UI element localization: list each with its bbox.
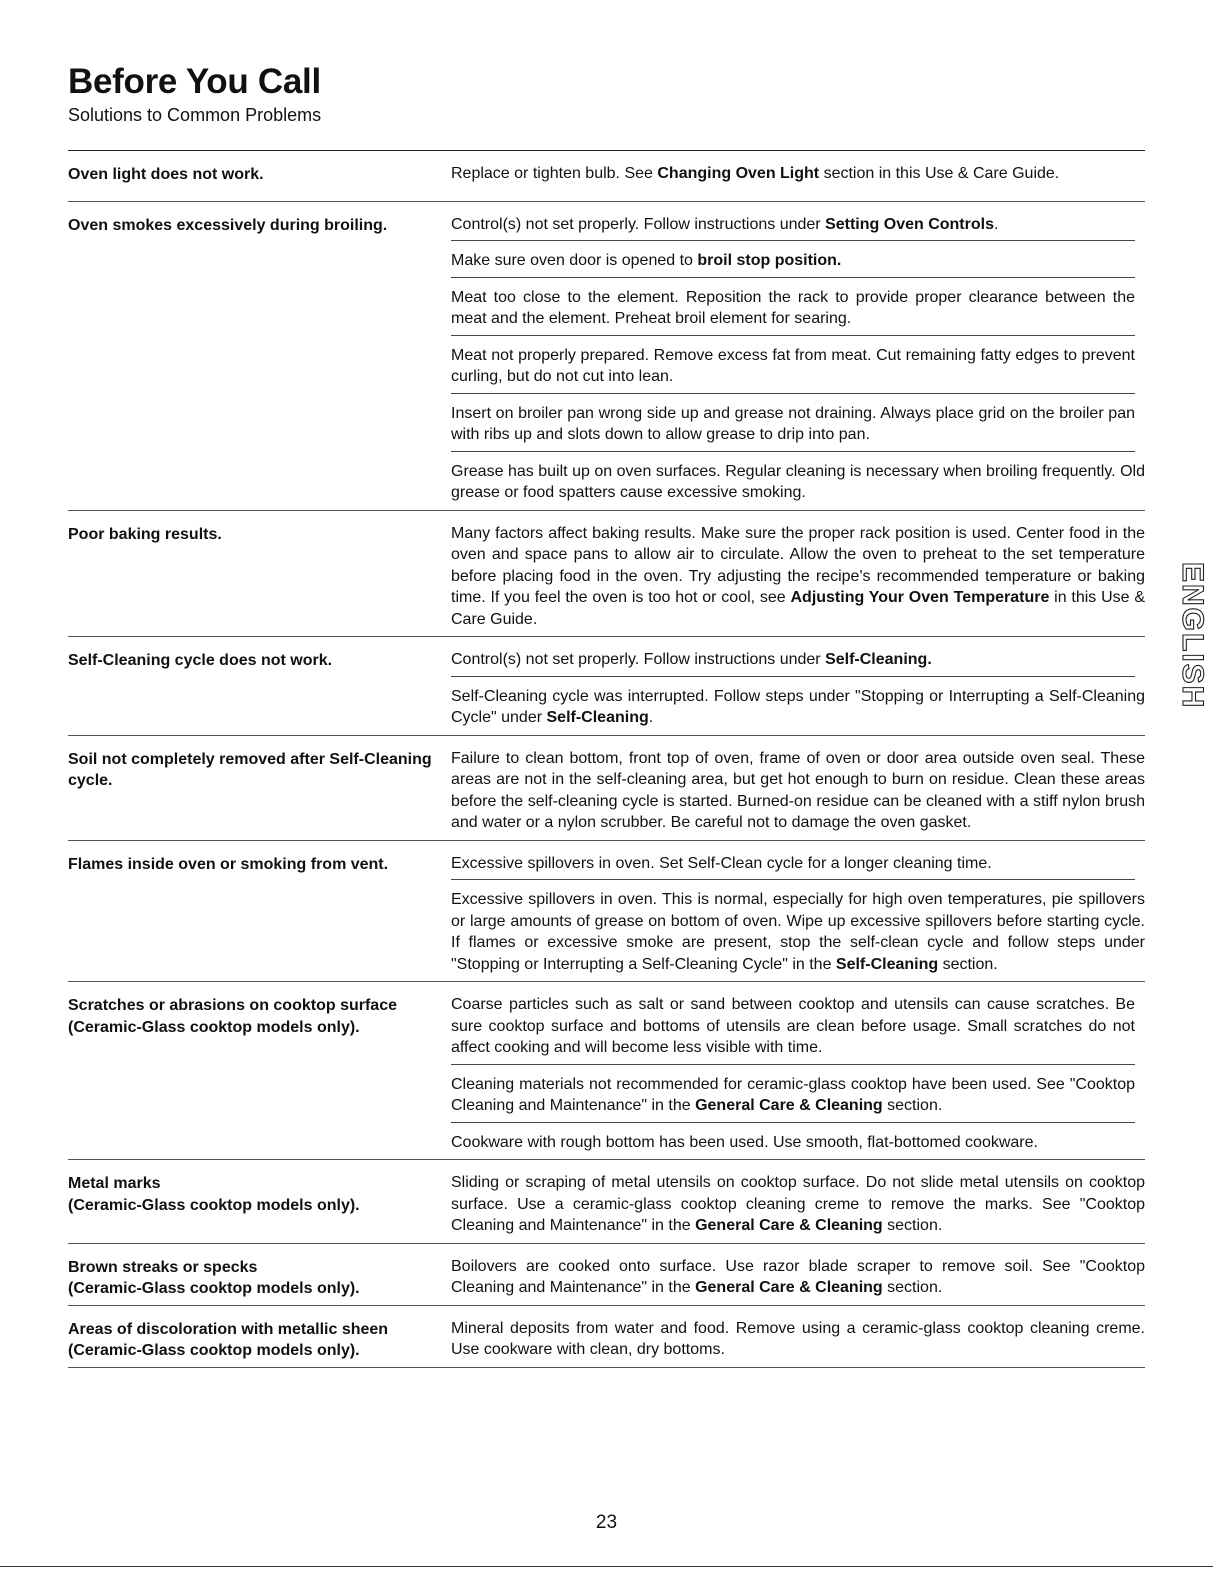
solution-item [451, 982, 1135, 1065]
language-side-tab-label: ENGLISH [1176, 562, 1209, 710]
solution-text: Self-Cleaning cycle was interrupted. Follow steps under "Stopping or Interrupting a Self-Cleaning Cycle" under [451, 687, 1145, 726]
problem-text: (Ceramic-Glass cooktop models only). [68, 1196, 360, 1214]
solution-item [451, 1123, 1145, 1160]
solution-text: section. [938, 955, 998, 973]
problem-text: (Ceramic-Glass cooktop models only). [68, 1018, 360, 1036]
solution-text: Failure to clean bottom, front top of oven, frame of oven or door area outside oven seal. These areas are not in the self-cleaning area, but get hot enough to burn on residue. Clean these areas before the self-cleaning cycle is started. Burned-on residue can be cleaned with a stiff nylon brush and water or a nylon scrubber. Be careful not to damage the oven gasket. [451, 749, 1145, 831]
solution-list [451, 637, 1145, 735]
problem-text: (Ceramic-Glass cooktop models only). [68, 1280, 360, 1297]
solution-text: . [648, 709, 654, 726]
solution-reference: Setting Oven Controls [825, 215, 994, 233]
problem-label [68, 151, 451, 201]
solution-text: Many factors affect baking results. Make sure the proper rack position is used. Center food in the oven and space pans to allow air to circulate. Allow the oven to preheat to the set temperature before placing food in the oven. Try adjusting the recipe's recommended temperature or baking time. If you feel the oven is too hot or cool, see [451, 524, 1145, 606]
solution-reference: Changing Oven Light [657, 165, 820, 182]
solution-list [451, 511, 1145, 637]
problem-text: (Ceramic-Glass cooktop models only). [68, 1342, 360, 1359]
problem-row [68, 637, 1145, 736]
solution-text: Meat not properly prepared. Remove excess fat from meat. Cut remaining fatty edges to prevent curling, but do not cut into lean. [451, 346, 1135, 385]
solution-reference: Self-Cleaning [835, 955, 939, 973]
problem-label [68, 1306, 451, 1367]
problem-label [68, 637, 451, 735]
solution-item [451, 278, 1135, 336]
troubleshooting-table [68, 151, 1145, 1368]
problem-text: Brown streaks or specks [68, 1258, 258, 1276]
problem-row [68, 511, 1145, 638]
solution-item [451, 736, 1145, 840]
solution-item [451, 452, 1145, 510]
problem-text: Areas of discoloration with metallic sheen [68, 1320, 389, 1338]
page-title: Before You Call [68, 62, 321, 101]
solution-text: in this Use & Care Guide. [451, 589, 1146, 628]
solution-item [451, 511, 1145, 637]
solution-item [451, 841, 1135, 881]
problem-row [68, 1244, 1145, 1306]
problem-text: Oven light does not work. [68, 166, 264, 183]
solution-item [451, 1160, 1145, 1243]
solution-item [451, 1244, 1145, 1305]
solution-reference: General Care & Cleaning [695, 1097, 883, 1114]
solution-text: Excessive spillovers in oven. Set Self-Clean cycle for a longer cleaning time. [451, 854, 992, 872]
problem-text: Metal marks [68, 1175, 161, 1192]
solution-text: Meat too close to the element. Reposition the rack to provide proper clearance between the meat and the element. Preheat broil element for searing. [451, 288, 1135, 327]
solution-text: Cookware with rough bottom has been used. Use smooth, flat-bottomed cookware. [451, 1133, 1038, 1151]
footer-divider [0, 1566, 1213, 1567]
solution-item [451, 637, 1135, 677]
solution-text: Cleaning materials not recommended for ceramic-glass cooktop have been used. See "Cooktop Cleaning and Maintenance" in the [451, 1075, 1135, 1114]
solution-text: section in this Use & Care Guide. [819, 165, 1060, 182]
problem-row [68, 736, 1145, 841]
problem-text: Flames inside oven or smoking from vent. [68, 855, 389, 873]
solution-item [451, 677, 1145, 735]
solution-reference: broil stop position. [697, 252, 842, 269]
solution-item [451, 151, 1145, 201]
solution-text: Control(s) not set properly. Follow instructions under [451, 215, 826, 233]
problem-label [68, 511, 451, 637]
solution-item [451, 880, 1145, 981]
solution-list [451, 202, 1145, 510]
solution-text: Insert on broiler pan wrong side up and grease not draining. Always place grid on the broiler pan with ribs up and slots down to allow grease to drip into pan. [451, 404, 1135, 443]
solution-text: section. [882, 1097, 943, 1114]
solution-text: Boilovers are cooked onto surface. Use razor blade scraper to remove soil. See "Cooktop Cleaning and Maintenance" in the [451, 1257, 1145, 1296]
problem-text: Oven smokes excessively during broiling. [68, 216, 388, 234]
problem-text: Poor baking results. [68, 525, 222, 543]
solution-reference: General Care & Cleaning [695, 1279, 883, 1296]
solution-list [451, 151, 1145, 201]
solution-reference: General Care & Cleaning [695, 1217, 883, 1234]
solution-item [451, 1065, 1135, 1123]
solution-text: . [993, 215, 999, 233]
solution-list [451, 1306, 1145, 1367]
solution-item [451, 241, 1135, 278]
problem-label [68, 736, 451, 840]
solution-text: Control(s) not set properly. Follow instructions under [451, 651, 826, 668]
problem-label [68, 1244, 451, 1305]
problem-row [68, 1306, 1145, 1368]
problem-row [68, 151, 1145, 202]
solution-text: section. [882, 1279, 943, 1296]
language-side-tab [1162, 560, 1212, 720]
solution-list [451, 841, 1145, 982]
problem-label [68, 1160, 451, 1243]
solution-item [451, 1306, 1145, 1367]
solution-list [451, 1160, 1145, 1243]
problem-row [68, 202, 1145, 511]
problem-row [68, 1160, 1145, 1244]
solution-reference: Self-Cleaning. [825, 651, 932, 668]
solution-list [451, 1244, 1145, 1305]
solution-text: Replace or tighten bulb. See [451, 165, 658, 182]
problem-label [68, 982, 451, 1159]
solution-reference: Self-Cleaning [546, 709, 649, 726]
solution-text: Grease has built up on oven surfaces. Regular cleaning is necessary when broiling frequently. Old grease or food spatters cause excessive smoking. [451, 462, 1145, 501]
problem-row [68, 841, 1145, 983]
solution-list [451, 982, 1145, 1159]
solution-text: Coarse particles such as salt or sand between cooktop and utensils can cause scratches. Be sure cooktop surface and bottoms of utensils are clean before usage. Small scratches do not affect cooking and will become less visible with time. [451, 996, 1135, 1056]
page-subtitle: Solutions to Common Problems [68, 105, 322, 125]
solution-item [451, 202, 1135, 242]
solution-item [451, 336, 1135, 394]
problem-text: Soil not completely removed after Self-Cleaning cycle. [68, 750, 432, 789]
problem-label [68, 841, 451, 982]
solution-text: Sliding or scraping of metal utensils on cooktop surface. Do not slide metal utensils on cooktop surface. Use a ceramic-glass cooktop cleaning creme to remove the marks. See "Cooktop Cleaning and Maintenance" in the [451, 1174, 1145, 1234]
problem-row [68, 982, 1145, 1160]
solution-text: section. [882, 1217, 943, 1234]
solution-text: Make sure oven door is opened to [451, 252, 698, 269]
page-number: 23 [595, 1512, 618, 1533]
solution-text: Excessive spillovers in oven. This is normal, especially for high oven temperatures, pie spillovers or large amounts of grease on bottom of oven. Wipe up excessive spillovers before starting cycle. If flames or excessive smoke are present, stop the self-clean cycle and follow steps under "Stopping or Interrupting a Self-Cleaning Cycle" in the [451, 891, 1145, 973]
problem-label [68, 202, 451, 510]
solution-item [451, 394, 1135, 452]
problem-text: Self-Cleaning cycle does not work. [68, 652, 333, 669]
problem-text: Scratches or abrasions on cooktop surface [68, 997, 397, 1014]
solution-reference: Adjusting Your Oven Temperature [790, 589, 1050, 606]
solution-list [451, 736, 1145, 840]
solution-text: Mineral deposits from water and food. Remove using a ceramic-glass cooktop cleaning creme. Use cookware with clean, dry bottoms. [451, 1319, 1145, 1358]
